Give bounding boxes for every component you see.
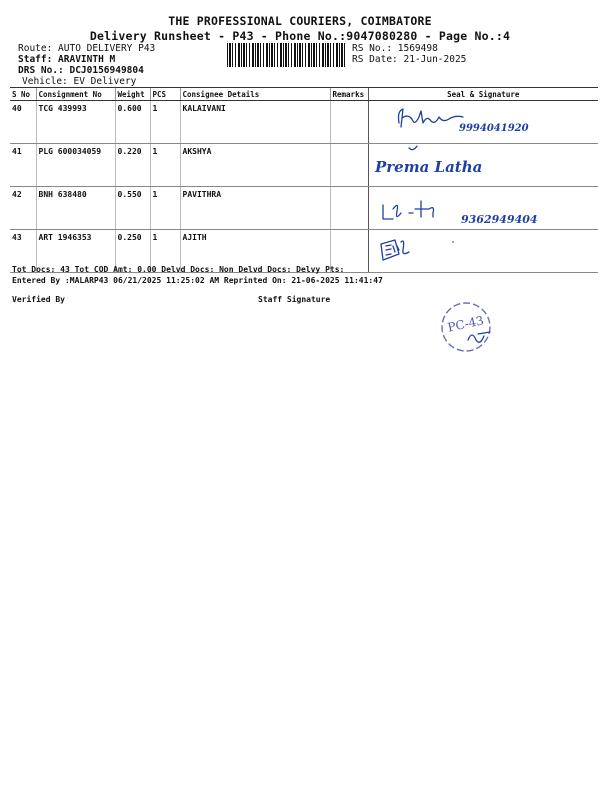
cell-weight: 0.600 <box>115 101 150 144</box>
col-weight: Weight <box>115 88 150 101</box>
rs-number: RS No.: 1569498 <box>352 43 438 54</box>
col-sno: S No <box>10 88 36 101</box>
cell-consignment: PLG 600034059 <box>36 144 115 187</box>
col-consignee: Consignee Details <box>180 88 330 101</box>
company-title: THE PROFESSIONAL COURIERS, COIMBATORE <box>168 14 432 28</box>
cell-signature <box>368 144 598 187</box>
totals-line: Tot Docs: 43 Tot COD Amt: 0.00 Delvd Docs: Non Delvd Docs: Delvy Pts: <box>12 265 345 274</box>
cell-sno: 42 <box>10 187 36 230</box>
signature-phone: 9362949404 <box>460 213 538 226</box>
cell-consignee: KALAIVANI <box>180 101 330 144</box>
seal-stamp <box>430 300 505 355</box>
cell-signature <box>368 101 598 144</box>
cell-weight: 0.250 <box>115 230 150 273</box>
runsheet-title: Delivery Runsheet - P43 - Phone No.:9047080280 - Page No.:4 <box>89 29 511 43</box>
cell-consignee: AKSHYA <box>180 144 330 187</box>
table-row <box>10 144 598 187</box>
entered-by-line: Entered By :MALARP43 06/21/2025 11:25:02 AM Reprinted On: 21-06-2025 11:41:47 <box>12 276 383 285</box>
cell-consignee: PAVITHRA <box>180 187 330 230</box>
signature-name: Prema Latha <box>374 158 482 176</box>
col-remarks: Remarks <box>330 88 368 101</box>
cell-weight: 0.550 <box>115 187 150 230</box>
cell-pcs: 1 <box>150 101 180 144</box>
cell-signature <box>368 230 598 273</box>
cell-consignee: AJITH <box>180 230 330 273</box>
cell-pcs: 1 <box>150 230 180 273</box>
drs-number: DRS No.: DCJ0156949804 <box>18 65 144 76</box>
vehicle-label: Vehicle: EV Delivery <box>22 76 137 87</box>
barcode-image <box>227 43 347 67</box>
cell-consignment: ART 1946353 <box>36 230 115 273</box>
staff-signature-label: Staff Signature <box>258 295 331 304</box>
cell-remarks <box>330 144 368 187</box>
rs-date: RS Date: 21-Jun-2025 <box>352 54 467 65</box>
signature-phone: 9994041920 <box>458 123 529 134</box>
signature-image <box>369 144 599 184</box>
signature-image <box>369 101 599 141</box>
cell-pcs: 1 <box>150 187 180 230</box>
table-row <box>10 101 598 144</box>
staff-label: Staff: ARAVINTH M <box>18 54 116 65</box>
route-label: Route: AUTO DELIVERY P43 <box>18 43 156 54</box>
cell-sno: 41 <box>10 144 36 187</box>
cell-remarks <box>330 101 368 144</box>
cell-sno: 40 <box>10 101 36 144</box>
verified-by-label: Verified By <box>12 295 65 304</box>
table-row <box>10 187 598 230</box>
cell-sno: 43 <box>10 230 36 273</box>
col-signature: Seal & Signature <box>368 88 598 101</box>
signature-image <box>369 187 599 227</box>
cell-signature <box>368 187 598 230</box>
signature-image <box>369 230 599 270</box>
col-pcs: PCS <box>150 88 180 101</box>
col-consignment: Consignment No <box>36 88 115 101</box>
table-header-row <box>10 88 598 101</box>
cell-consignment: BNH 638480 <box>36 187 115 230</box>
cell-remarks <box>330 187 368 230</box>
cell-pcs: 1 <box>150 144 180 187</box>
stamp-text: PC-43 <box>446 313 486 335</box>
cell-consignment: TCG 439993 <box>36 101 115 144</box>
runsheet-table <box>10 87 598 273</box>
cell-weight: 0.220 <box>115 144 150 187</box>
